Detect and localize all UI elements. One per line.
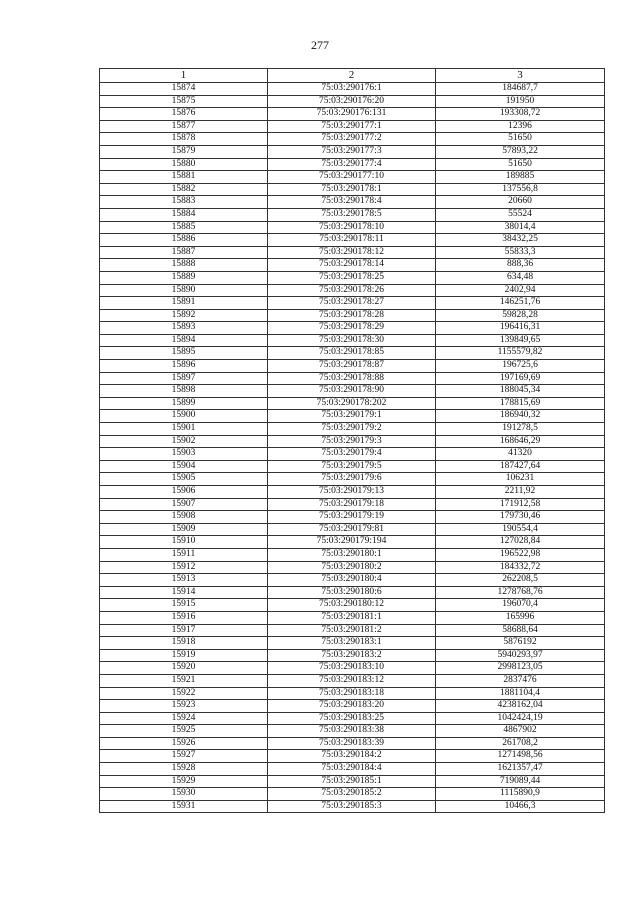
cadastral-number-cell: 75:03:290179:18	[268, 498, 436, 511]
row-number-cell: 15929	[100, 775, 268, 788]
cadastral-number-cell: 75:03:290183:1	[268, 637, 436, 650]
row-number-cell: 15915	[100, 599, 268, 612]
cadastral-number-cell: 75:03:290185:2	[268, 788, 436, 801]
table-row	[100, 460, 605, 473]
table-row	[100, 133, 605, 146]
table-header-row	[100, 69, 605, 83]
row-number-cell: 15911	[100, 548, 268, 561]
row-number-cell: 15923	[100, 700, 268, 713]
value-cell: 193308,72	[436, 108, 605, 121]
cadastral-number-cell: 75:03:290179:1	[268, 410, 436, 423]
row-number-cell: 15880	[100, 158, 268, 171]
row-number-cell: 15926	[100, 737, 268, 750]
table-row	[100, 297, 605, 310]
cadastral-number-cell: 75:03:290178:11	[268, 234, 436, 247]
value-cell: 1881104,4	[436, 687, 605, 700]
value-cell: 106231	[436, 473, 605, 486]
row-number-cell: 15877	[100, 120, 268, 133]
table-row	[100, 511, 605, 524]
cadastral-number-cell: 75:03:290183:12	[268, 674, 436, 687]
cadastral-number-cell: 75:03:290178:88	[268, 372, 436, 385]
cadastral-number-cell: 75:03:290178:28	[268, 309, 436, 322]
table-row	[100, 637, 605, 650]
table-row	[100, 259, 605, 272]
value-cell: 888,36	[436, 259, 605, 272]
value-cell: 2998123,05	[436, 662, 605, 675]
table-row	[100, 196, 605, 209]
cadastral-number-cell: 75:03:290177:10	[268, 171, 436, 184]
row-number-cell: 15917	[100, 624, 268, 637]
table-row	[100, 145, 605, 158]
table-row	[100, 599, 605, 612]
cadastral-number-cell: 75:03:290179:6	[268, 473, 436, 486]
table-row	[100, 486, 605, 499]
table-row	[100, 334, 605, 347]
table-body	[100, 83, 605, 813]
row-number-cell: 15874	[100, 83, 268, 96]
table-row	[100, 763, 605, 776]
row-number-cell: 15928	[100, 763, 268, 776]
row-number-cell: 15927	[100, 750, 268, 763]
cadastral-number-cell: 75:03:290183:2	[268, 649, 436, 662]
row-number-cell: 15901	[100, 423, 268, 436]
table-row	[100, 561, 605, 574]
table-row	[100, 221, 605, 234]
table-row	[100, 624, 605, 637]
value-cell: 1155579,82	[436, 347, 605, 360]
row-number-cell: 15890	[100, 284, 268, 297]
table-row	[100, 498, 605, 511]
value-cell: 2402,94	[436, 284, 605, 297]
table-row	[100, 662, 605, 675]
table-row	[100, 108, 605, 121]
cadastral-number-cell: 75:03:290181:2	[268, 624, 436, 637]
value-cell: 196416,31	[436, 322, 605, 335]
table-row	[100, 574, 605, 587]
page-number: 277	[311, 38, 329, 52]
row-number-cell: 15912	[100, 561, 268, 574]
column-header-2: 2	[268, 69, 436, 83]
value-cell: 12396	[436, 120, 605, 133]
table-row	[100, 775, 605, 788]
cadastral-number-cell: 75:03:290179:81	[268, 523, 436, 536]
row-number-cell: 15902	[100, 435, 268, 448]
cadastral-number-cell: 75:03:290177:4	[268, 158, 436, 171]
table-row	[100, 800, 605, 813]
value-cell: 197169,69	[436, 372, 605, 385]
row-number-cell: 15913	[100, 574, 268, 587]
value-cell: 165996	[436, 611, 605, 624]
value-cell: 189885	[436, 171, 605, 184]
table-row	[100, 183, 605, 196]
row-number-cell: 15879	[100, 145, 268, 158]
row-number-cell: 15904	[100, 460, 268, 473]
value-cell: 20660	[436, 196, 605, 209]
value-cell: 127028,84	[436, 536, 605, 549]
value-cell: 196070,4	[436, 599, 605, 612]
row-number-cell: 15887	[100, 246, 268, 259]
value-cell: 4867902	[436, 725, 605, 738]
row-number-cell: 15924	[100, 712, 268, 725]
cadastral-number-cell: 75:03:290178:87	[268, 360, 436, 373]
cadastral-number-cell: 75:03:290178:10	[268, 221, 436, 234]
row-number-cell: 15875	[100, 95, 268, 108]
table-row	[100, 158, 605, 171]
value-cell: 146251,76	[436, 297, 605, 310]
cadastral-number-cell: 75:03:290180:4	[268, 574, 436, 587]
cadastral-number-cell: 75:03:290180:1	[268, 548, 436, 561]
cadastral-number-cell: 75:03:290183:38	[268, 725, 436, 738]
value-cell: 5940293,97	[436, 649, 605, 662]
table-row	[100, 83, 605, 96]
cadastral-number-cell: 75:03:290178:4	[268, 196, 436, 209]
row-number-cell: 15919	[100, 649, 268, 662]
table-row	[100, 284, 605, 297]
cadastral-number-cell: 75:03:290178:26	[268, 284, 436, 297]
table-row	[100, 788, 605, 801]
table-row	[100, 271, 605, 284]
value-cell: 51650	[436, 158, 605, 171]
row-number-cell: 15894	[100, 334, 268, 347]
cadastral-number-cell: 75:03:290183:10	[268, 662, 436, 675]
cadastral-number-cell: 75:03:290178:202	[268, 397, 436, 410]
value-cell: 1278768,76	[436, 586, 605, 599]
cadastral-number-cell: 75:03:290176:1	[268, 83, 436, 96]
table-row	[100, 473, 605, 486]
cadastral-number-cell: 75:03:290180:12	[268, 599, 436, 612]
cadastral-number-cell: 75:03:290179:4	[268, 448, 436, 461]
row-number-cell: 15908	[100, 511, 268, 524]
value-cell: 2211,92	[436, 486, 605, 499]
table-row	[100, 649, 605, 662]
value-cell: 196522,98	[436, 548, 605, 561]
value-cell: 187427,64	[436, 460, 605, 473]
row-number-cell: 15905	[100, 473, 268, 486]
table-row	[100, 397, 605, 410]
row-number-cell: 15884	[100, 208, 268, 221]
row-number-cell: 15925	[100, 725, 268, 738]
value-cell: 190554,4	[436, 523, 605, 536]
row-number-cell: 15906	[100, 486, 268, 499]
table-row	[100, 385, 605, 398]
value-cell: 196725,6	[436, 360, 605, 373]
row-number-cell: 15899	[100, 397, 268, 410]
value-cell: 58688,64	[436, 624, 605, 637]
value-cell: 4238162,04	[436, 700, 605, 713]
row-number-cell: 15881	[100, 171, 268, 184]
cadastral-number-cell: 75:03:290177:3	[268, 145, 436, 158]
value-cell: 2837476	[436, 674, 605, 687]
table-row	[100, 548, 605, 561]
row-number-cell: 15903	[100, 448, 268, 461]
row-number-cell: 15918	[100, 637, 268, 650]
row-number-cell: 15914	[100, 586, 268, 599]
table-row	[100, 586, 605, 599]
cadastral-number-cell: 75:03:290178:12	[268, 246, 436, 259]
value-cell: 10466,3	[436, 800, 605, 813]
cadastral-number-cell: 75:03:290178:14	[268, 259, 436, 272]
row-number-cell: 15885	[100, 221, 268, 234]
table-row	[100, 410, 605, 423]
row-number-cell: 15916	[100, 611, 268, 624]
row-number-cell: 15896	[100, 360, 268, 373]
value-cell: 634,48	[436, 271, 605, 284]
table-row	[100, 536, 605, 549]
cadastral-number-cell: 75:03:290179:2	[268, 423, 436, 436]
row-number-cell: 15886	[100, 234, 268, 247]
table-row	[100, 234, 605, 247]
row-number-cell: 15909	[100, 523, 268, 536]
cadastral-number-cell: 75:03:290183:18	[268, 687, 436, 700]
row-number-cell: 15922	[100, 687, 268, 700]
row-number-cell: 15891	[100, 297, 268, 310]
value-cell: 57893,22	[436, 145, 605, 158]
cadastral-number-cell: 75:03:290179:194	[268, 536, 436, 549]
column-header-1: 1	[100, 69, 268, 83]
row-number-cell: 15931	[100, 800, 268, 813]
row-number-cell: 15930	[100, 788, 268, 801]
cadastral-number-cell: 75:03:290183:25	[268, 712, 436, 725]
value-cell: 1115890,9	[436, 788, 605, 801]
value-cell: 168646,29	[436, 435, 605, 448]
value-cell: 51650	[436, 133, 605, 146]
table-row	[100, 347, 605, 360]
cadastral-number-cell: 75:03:290178:29	[268, 322, 436, 335]
value-cell: 191278,5	[436, 423, 605, 436]
table-row	[100, 208, 605, 221]
value-cell: 719089,44	[436, 775, 605, 788]
cadastral-number-cell: 75:03:290176:20	[268, 95, 436, 108]
row-number-cell: 15889	[100, 271, 268, 284]
cadastral-number-cell: 75:03:290183:20	[268, 700, 436, 713]
cadastral-number-cell: 75:03:290178:85	[268, 347, 436, 360]
cadastral-number-cell: 75:03:290176:131	[268, 108, 436, 121]
row-number-cell: 15920	[100, 662, 268, 675]
value-cell: 171912,58	[436, 498, 605, 511]
table-row	[100, 171, 605, 184]
value-cell: 191950	[436, 95, 605, 108]
row-number-cell: 15883	[100, 196, 268, 209]
table-row	[100, 700, 605, 713]
row-number-cell: 15898	[100, 385, 268, 398]
value-cell: 186940,32	[436, 410, 605, 423]
cadastral-number-cell: 75:03:290179:5	[268, 460, 436, 473]
table-row	[100, 360, 605, 373]
table-row	[100, 322, 605, 335]
row-number-cell: 15895	[100, 347, 268, 360]
value-cell: 139849,65	[436, 334, 605, 347]
row-number-cell: 15882	[100, 183, 268, 196]
table-row	[100, 674, 605, 687]
cadastral-number-cell: 75:03:290178:90	[268, 385, 436, 398]
data-table	[99, 68, 605, 813]
value-cell: 38432,25	[436, 234, 605, 247]
value-cell: 137556,8	[436, 183, 605, 196]
value-cell: 184687,7	[436, 83, 605, 96]
cadastral-number-cell: 75:03:290179:19	[268, 511, 436, 524]
row-number-cell: 15876	[100, 108, 268, 121]
cadastral-number-cell: 75:03:290178:1	[268, 183, 436, 196]
table-row	[100, 611, 605, 624]
table-row	[100, 95, 605, 108]
cadastral-number-cell: 75:03:290184:4	[268, 763, 436, 776]
value-cell: 1271498,56	[436, 750, 605, 763]
value-cell: 188045,34	[436, 385, 605, 398]
value-cell: 1621357,47	[436, 763, 605, 776]
value-cell: 262208,5	[436, 574, 605, 587]
value-cell: 261708,2	[436, 737, 605, 750]
table-row	[100, 435, 605, 448]
row-number-cell: 15910	[100, 536, 268, 549]
table-row	[100, 423, 605, 436]
cadastral-number-cell: 75:03:290177:1	[268, 120, 436, 133]
row-number-cell: 15921	[100, 674, 268, 687]
row-number-cell: 15907	[100, 498, 268, 511]
cadastral-number-cell: 75:03:290180:2	[268, 561, 436, 574]
cadastral-number-cell: 75:03:290178:30	[268, 334, 436, 347]
table-row	[100, 309, 605, 322]
table-row	[100, 687, 605, 700]
row-number-cell: 15878	[100, 133, 268, 146]
column-header-3: 3	[436, 69, 605, 83]
table-row	[100, 523, 605, 536]
cadastral-number-cell: 75:03:290180:6	[268, 586, 436, 599]
cadastral-number-cell: 75:03:290179:3	[268, 435, 436, 448]
table-row	[100, 712, 605, 725]
table-row	[100, 448, 605, 461]
value-cell: 184332,72	[436, 561, 605, 574]
cadastral-number-cell: 75:03:290178:27	[268, 297, 436, 310]
value-cell: 179730,46	[436, 511, 605, 524]
value-cell: 38014,4	[436, 221, 605, 234]
value-cell: 41320	[436, 448, 605, 461]
table-row	[100, 120, 605, 133]
value-cell: 1042424,19	[436, 712, 605, 725]
table-row	[100, 737, 605, 750]
table-row	[100, 750, 605, 763]
value-cell: 55524	[436, 208, 605, 221]
value-cell: 5876192	[436, 637, 605, 650]
cadastral-number-cell: 75:03:290185:3	[268, 800, 436, 813]
table-row	[100, 246, 605, 259]
value-cell: 59828,28	[436, 309, 605, 322]
table-row	[100, 372, 605, 385]
cadastral-number-cell: 75:03:290181:1	[268, 611, 436, 624]
value-cell: 55833,3	[436, 246, 605, 259]
cadastral-number-cell: 75:03:290178:25	[268, 271, 436, 284]
cadastral-number-cell: 75:03:290184:2	[268, 750, 436, 763]
cadastral-number-cell: 75:03:290183:39	[268, 737, 436, 750]
cadastral-number-cell: 75:03:290179:13	[268, 486, 436, 499]
cadastral-number-cell: 75:03:290177:2	[268, 133, 436, 146]
row-number-cell: 15888	[100, 259, 268, 272]
cadastral-number-cell: 75:03:290185:1	[268, 775, 436, 788]
row-number-cell: 15892	[100, 309, 268, 322]
row-number-cell: 15900	[100, 410, 268, 423]
table-row	[100, 725, 605, 738]
cadastral-number-cell: 75:03:290178:5	[268, 208, 436, 221]
row-number-cell: 15897	[100, 372, 268, 385]
row-number-cell: 15893	[100, 322, 268, 335]
value-cell: 178815,69	[436, 397, 605, 410]
